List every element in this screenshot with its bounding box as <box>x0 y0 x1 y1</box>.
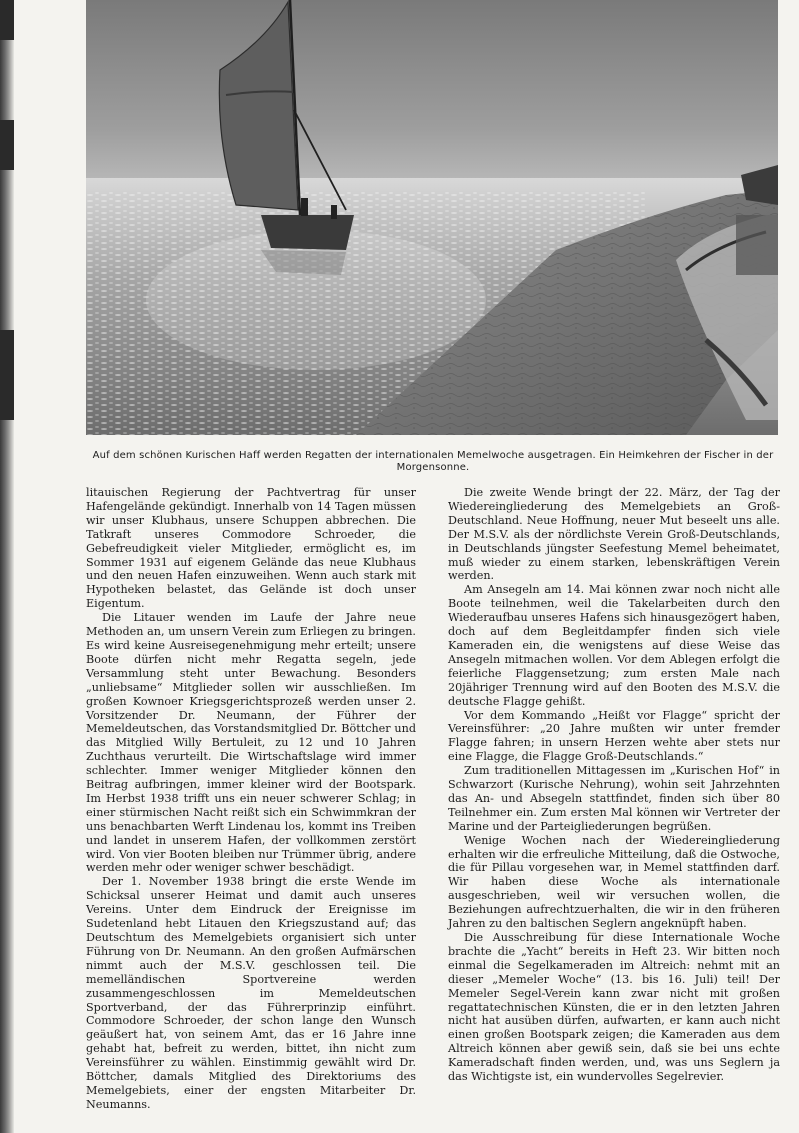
paragraph: Der 1. November 1938 bringt die erste Wende im Schicksal unserer Heimat und damit auch unseres Vereins. Unter dem Eindruck der Ereignisse im Sudetenland hebt Litauen den Kriegszustand auf; das Deutschtum des Memelgebiets organisiert sich unter Führung von Dr. Neumann. An den großen Aufmärschen nimmt auch der M.S.V. geschlossen teil. Die memelländischen Sportvereine werden zusammengeschlossen im Memeldeutschen Sportverband, der das Führerprinzip einführt. Commodore Schroeder, der schon lange den Wunsch geäußert hat, von seinem Amt, das er 16 Jahre inne gehabt hat, befreit zu werden, bittet, ihn nicht zum Vereinsführer zu wählen. Einstimmig gewählt wird Dr. Böttcher, damals Mitglied des Direktoriums des Memelgebiets, einer der engsten Mitarbeiter Dr. Neumanns. <box>86 875 416 1111</box>
paragraph: Die Ausschreibung für diese Internationale Woche brachte die „Yacht“ bereits in Heft 23. Wir bitten noch einmal die Segelkameraden im Altreich: nehmt mit an dieser „Memeler Woche“ (13. bis 16. Juli) teil! Der Memeler Segel-Verein kann zwar nicht mit großen regattatechnischen Künsten, die er in den letzten Jahren nicht hat ausüben dürfen, aufwarten, er kann auch nicht einen großen Bootspark zeigen; die Kameraden aus dem Altreich können aber gewiß sein, daß sie bei uns echte Kameradschaft finden werden, und, was uns Seglern ja das Wichtigste ist, ein wundervolles Segelrevier. <box>448 931 780 1084</box>
sailboat-photo <box>86 0 778 435</box>
paragraph: Vor dem Kommando „Heißt vor Flagge“ spricht der Vereinsführer: „20 Jahre mußten wir unter fremder Flagge fahren; in unsern Herzen wehte aber stets nur eine Flagge, die Flagge Groß-Deutschlands.“ <box>448 708 780 764</box>
paragraph: Zum traditionellen Mittagessen im „Kurischen Hof“ in Schwarzort (Kurische Nehrung), wohin seit Jahrzehnten das An- und Absegeln stattfindet, finden sich über 80 Teilnehmer ein. Zum ersten Mal können wir Vertreter der Marine und der Parteigliederungen begrüßen. <box>448 764 780 833</box>
page-binding-edge <box>0 0 14 1133</box>
sailboat-icon <box>86 0 778 435</box>
photo-caption: Auf dem schönen Kurischen Haff werden Regatten der internationalen Memelwoche ausgetragen. Ein Heimkehren der Fischer in der Morgensonne. <box>92 450 774 473</box>
paragraph: Die zweite Wende bringt der 22. März, der Tag der Wiedereingliederung des Memelgebiets an Groß-Deutschland. Neue Hoffnung, neuer Mut beseelt uns alle. Der M.S.V. als der nördlichste Verein Groß-Deutschlands, in Deutschlands jüngster Seefestung Memel beheimatet, muß wieder zu einem starken, lebenskräftigen Verein werden. <box>448 486 780 583</box>
article-right-column <box>448 486 780 1084</box>
paragraph: Die Litauer wenden im Laufe der Jahre neue Methoden an, um unsern Verein zum Erliegen zu bringen. Es wird keine Ausreisegenehmigung mehr erteilt; unsere Boote dürfen nicht mehr Regatta segeln, jede Versammlung steht unter Bewachung. Besonders „unliebsame“ Mitglieder sollen wir ausschließen. Im großen Kownoer Kriegsgerichtsprozeß werden unser 2. Vorsitzender Dr. Neumann, der Führer der Memeldeutschen, das Vorstandsmitglied Dr. Böttcher und das Mitglied Willy Bertuleit, zu 12 und 10 Jahren Zuchthaus verurteilt. Die Wirtschaftslage wird immer schlechter. Immer weniger Mitglieder können den Beitrag aufbringen, immer kleiner wird der Bootspark. Im Herbst 1938 trifft uns ein neuer schwerer Schlag; in einer stürmischen Nacht reißt sich ein Schwimmkran der uns benachbarten Werft Lindenau los, kommt ins Treiben und landet in unserem Hafen, der vollkommen zerstört wird. Von vier Booten bleiben nur Trümmer übrig, andere werden mehr oder weniger schwer beschädigt. <box>86 611 416 875</box>
paragraph: Wenige Wochen nach der Wiedereingliederung erhalten wir die erfreuliche Mitteilung, daß die Ostwoche, die für Pillau vorgesehen war, in Memel stattfinden darf. Wir haben diese Woche als internationale ausgeschrieben, weil wir versuchen wollen, die Beziehungen aufrechtzuerhalten, die wir in den früheren Jahren zu den baltischen Seglern angeknüpft haben. <box>448 833 780 931</box>
paragraph: Am Ansegeln am 14. Mai können zwar noch nicht alle Boote teilnehmen, weil die Takelarbeiten durch den Wiederaufbau unseres Hafens sich hinausgezögert haben, doch auf dem Begleitdampfer finden sich viele Kameraden ein, die wenigstens auf diese Weise das Ansegeln mitmachen wollen. Vor dem Ablegen erfolgt die feierliche Flaggensetzung; zum ersten Male nach 20jähriger Trennung wird auf den Booten des M.S.V. die deutsche Flagge gehißt. <box>448 583 780 708</box>
paragraph: litauischen Regierung der Pachtvertrag für unser Hafengelände gekündigt. Innerhalb von 14 Tagen müssen wir unser Klubhaus, unsere Schuppen abbrechen. Die Tatkraft unseres Commodore Schroeder, die Gebefreudigkeit vieler Mitglieder, ermöglicht es, im Sommer 1931 auf eigenem Gelände das neue Klubhaus und den neuen Hafen einzuweihen. Wenn auch stark mit Hypotheken belastet, das Gelände ist doch unser Eigentum. <box>86 486 416 611</box>
article-left-column <box>86 486 416 1112</box>
